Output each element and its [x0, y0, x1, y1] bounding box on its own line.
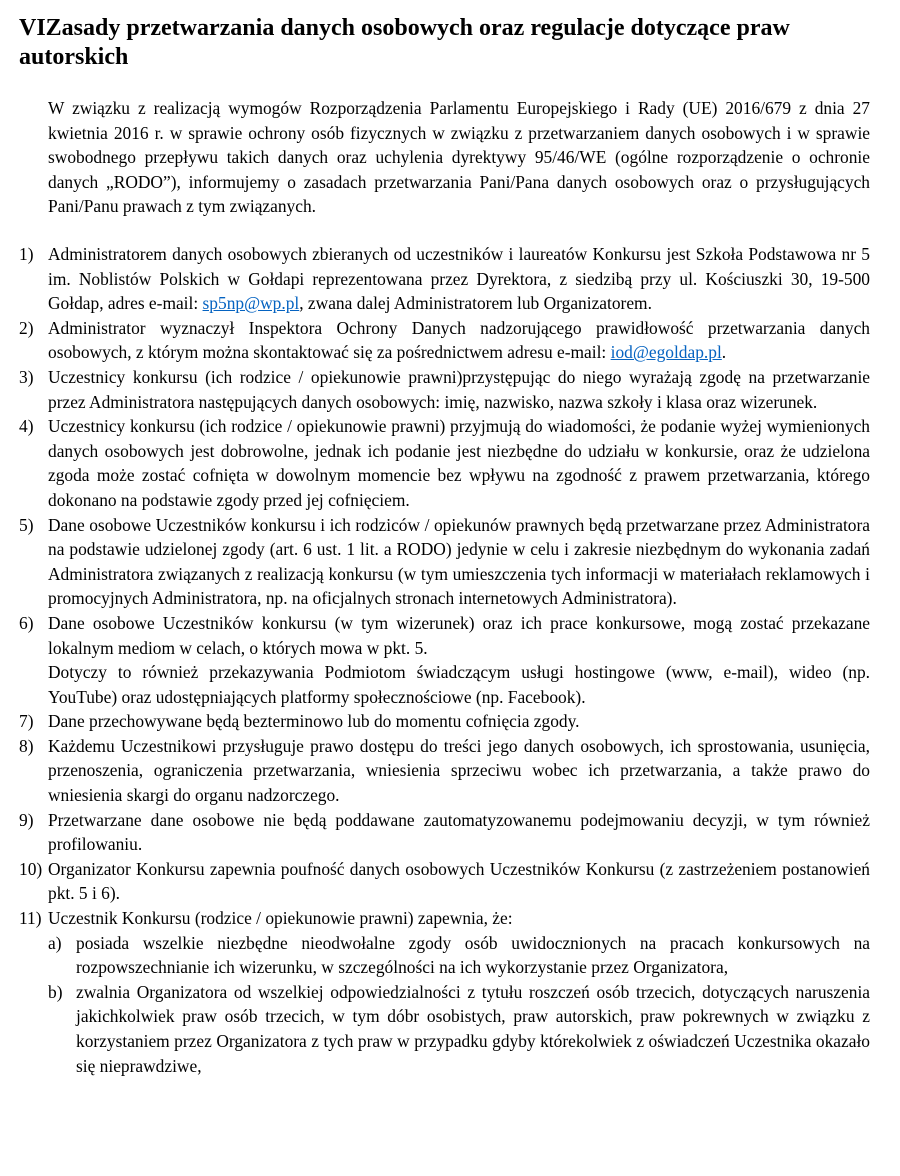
- list-item: [19, 734, 870, 808]
- list-item-number: 4): [19, 416, 34, 437]
- sub-list-item-text: posiada wszelkie niezbędne nieodwołalne zgody osób uwidocznionych na pracach konkursowych na rozpowszechnianie ich wizerunku, w szczególności na ich wykorzystanie przez Organizatora,: [76, 932, 870, 978]
- list-item: [19, 513, 870, 611]
- list-item-text: Administrator wyznaczył Inspektora Ochrony Danych nadzorującego prawidłowość przetwarzania danych osobowych, z którym można skontaktować się za pośrednictwem adresu e-mail: iod@egoldap.pl.: [48, 317, 870, 363]
- list-item: [19, 365, 870, 414]
- admin-email-link[interactable]: sp5np@wp.pl: [202, 293, 300, 314]
- list-item-text-continued: Dotyczy to również przekazywania Podmiotom świadczącym usługi hostingowe (www, e-mail), wideo (np. YouTube) oraz udostępniających platformy społecznościowe (np. Facebook).: [48, 662, 870, 707]
- list-item-number: 6): [19, 612, 34, 633]
- list-item-text: Uczestnik Konkursu (rodzice / opiekunowie prawni) zapewnia, że:: [48, 908, 513, 929]
- list-item-number: 9): [19, 809, 34, 830]
- list-item: [19, 857, 870, 906]
- list-item-text: Uczestnicy konkursu (ich rodzice / opiekunowie prawni)przystępując do niego wyrażają zgodę na przetwarzanie przez Administratora następujących danych osobowych: imię, nazwisko, nazwa szkoły i klasa oraz wizerunek.: [48, 366, 870, 412]
- list-item-text: Organizator Konkursu zapewnia poufność danych osobowych Uczestników Konkursu (z zastrzeżeniem postanowień pkt. 5 i 6).: [48, 858, 870, 904]
- list-item-text: Każdemu Uczestnikowi przysługuje prawo dostępu do treści jego danych osobowych, ich sprostowania, usunięcia, przenoszenia, ograniczenia przetwarzania, wniesienia sprzeciwu wobec ich przetwarzania, a także prawo do wniesienia skargi do organu nadzorczego.: [48, 735, 870, 806]
- list-item: [19, 906, 870, 1078]
- document-title: VIZasady przetwarzania danych osobowych oraz regulacje dotyczące praw autorskich: [19, 15, 790, 70]
- list-item-number: 7): [19, 711, 34, 732]
- list-item-text: Dane przechowywane będą bezterminowo lub do momentu cofnięcia zgody.: [48, 711, 580, 732]
- sub-list-item-letter: a): [48, 932, 62, 953]
- list-item-text: Dane osobowe Uczestników konkursu (w tym wizerunek) oraz ich prace konkursowe, mogą zostać przekazane lokalnym mediom w celach, o których mowa w pkt. 5.: [48, 612, 870, 658]
- list-item: [19, 808, 870, 857]
- list-item-number: 11): [19, 908, 42, 929]
- list-item-text: Administratorem danych osobowych zbieranych od uczestników i laureatów Konkursu jest Szkoła Podstawowa nr 5 im. Noblistów Polskich w Gołdapi reprezentowana przez Dyrektora, z siedzibą przy ul. Kościuszki 30, 19-500 Gołdap, adres e-mail: sp5np@wp.pl, zwana dalej Administratorem lub Organizatorem.: [48, 244, 870, 314]
- list-item-number: 3): [19, 366, 34, 387]
- list-item-text: Dane osobowe Uczestników konkursu i ich rodziców / opiekunów prawnych będą przetwarzane przez Administratora na podstawie udzielonej zgody (art. 6 ust. 1 lit. a RODO) jedynie w celu i zakresie niezbędnym do wykonania zadań Administratora związanych z realizacją konkursu (w tym umieszczenia tych informacji w materiałach reklamowych i promocyjnych Administratora, np. na oficjalnych stronach internetowych Administratora).: [48, 514, 870, 609]
- list-item: [19, 242, 870, 316]
- list-item-number: 5): [19, 514, 34, 535]
- list-item-number: 1): [19, 244, 34, 264]
- list-item-number: 10): [19, 858, 43, 879]
- list-item: [19, 709, 870, 734]
- list-item: [19, 414, 870, 512]
- iod-email-link[interactable]: iod@egoldap.pl: [610, 342, 722, 363]
- sub-list-item: [48, 980, 870, 1078]
- list-item-text: Przetwarzane dane osobowe nie będą poddawane zautomatyzowanemu podejmowaniu decyzji, w tym również profilowaniu.: [48, 809, 870, 855]
- sub-list-item-letter: b): [48, 981, 63, 1002]
- sub-list-item: [48, 931, 870, 980]
- list-item: [19, 316, 870, 365]
- list-item-number: 8): [19, 735, 34, 756]
- list-item: [19, 611, 870, 709]
- intro-paragraph: W związku z realizacją wymogów Rozporządzenia Parlamentu Europejskiego i Rady (UE) 2016/679 z dnia 27 kwietnia 2016 r. w sprawie ochrony osób fizycznych w związku z przetwarzaniem danych osobowych i w sprawie swobodnego przepływu takich danych oraz uchylenia dyrektywy 95/46/WE (ogólne rozporządzenie o ochronie danych „RODO”), informujemy o zasadach przetwarzania Pani/Pana danych osobowych oraz o przysługujących Pani/Panu prawach z tym związanych.: [48, 98, 870, 217]
- sub-list-item-text: zwalnia Organizatora od wszelkiej odpowiedzialności z tytułu roszczeń osób trzecich, dotyczących naruszenia jakichkolwiek praw osób trzecich, w tym dóbr osobistych, praw autorskich, praw pokrewnych w związku z korzystaniem przez Organizatora z tych praw w przypadku gdyby którekolwiek z oświadczeń Uczestnika okazało się nieprawdziwe,: [76, 981, 870, 1076]
- list-item-number: 2): [19, 317, 34, 338]
- rules-list: [19, 242, 870, 1078]
- list-item-text: Uczestnicy konkursu (ich rodzice / opiekunowie prawni) przyjmują do wiadomości, że podanie wyżej wymienionych danych osobowych jest dobrowolne, jednak ich podanie jest niezbędne do udziału w konkursie, oraz że udzielona zgoda może zostać cofnięta w dowolnym momencie bez wpływu na zgodność z prawem przetwarzania, którego dokonano na podstawie zgody przed jej cofnięciem.: [48, 416, 870, 510]
